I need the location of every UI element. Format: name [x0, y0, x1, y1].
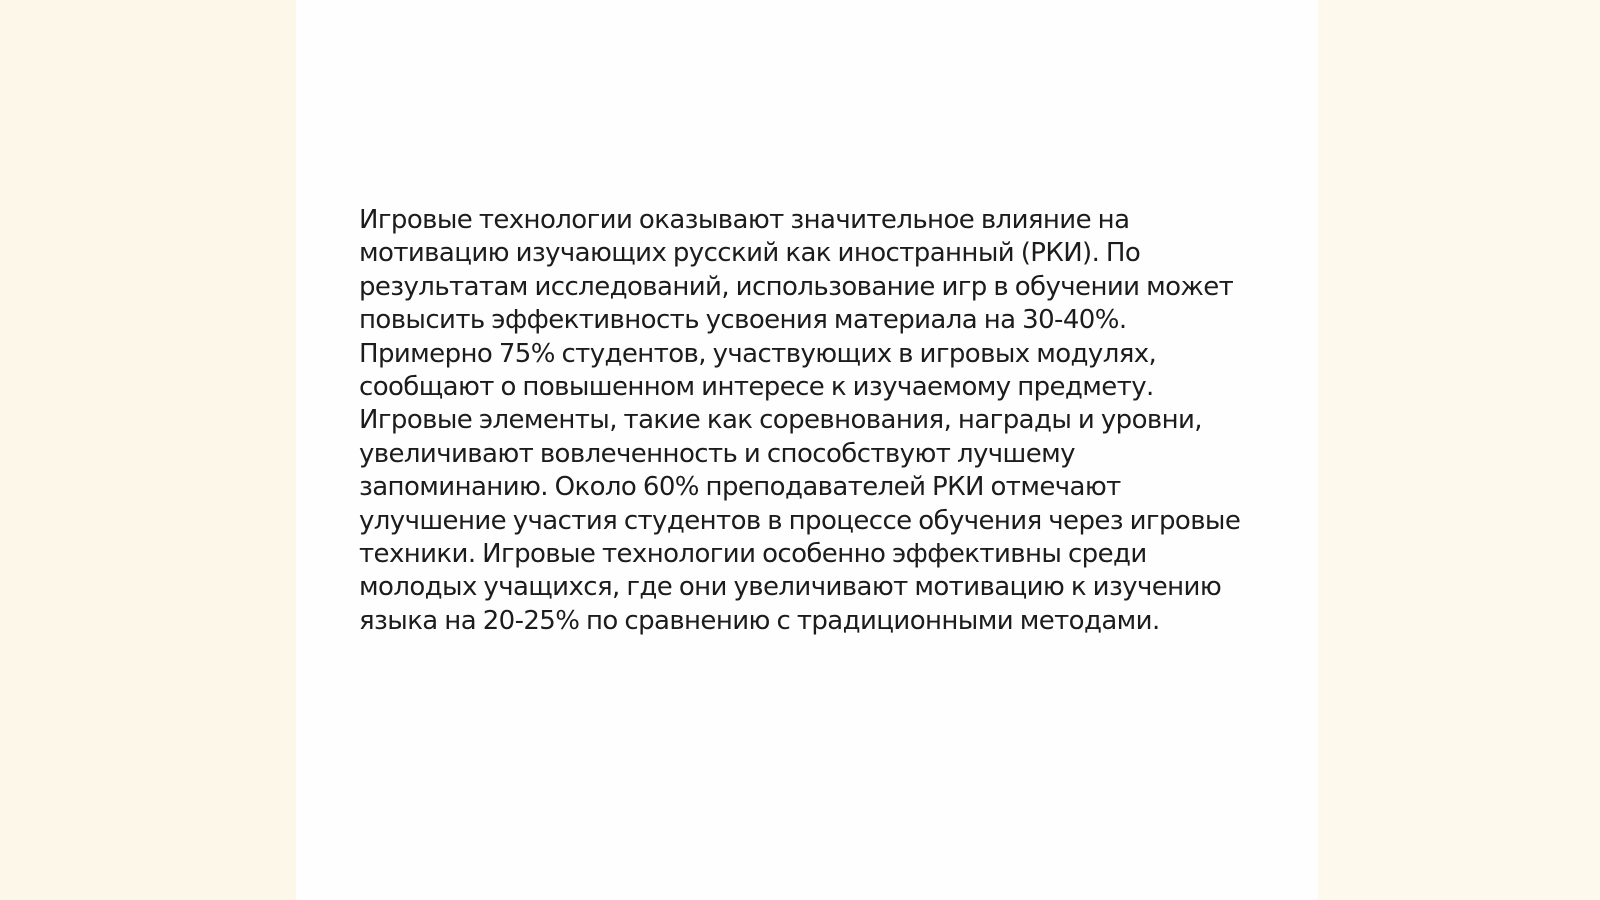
slide-body-text: Игровые технологии оказывают значительное влияние на мотивацию изучающих русский как иностранный (РКИ). По результатам исследований, использование игр в обучении может повысить эффективность усвоения материала на 30-40%. Примерно 75% студентов, участвующих в игровых модулях, сообщают о повышенном интересе к изучаемому предмету. Игровые элементы, такие как соревнования, награды и уровни, увеличивают вовлеченность и способствуют лучшему запоминанию. Около 60% преподавателей РКИ отмечают улучшение участия студентов в процессе обучения через игровые техники. Игровые технологии особенно эффективны среди молодых учащихся, где они увеличивают мотивацию к изучению языка на 20-25% по сравнению с традиционными методами. [359, 205, 1241, 636]
slide [296, 0, 1318, 900]
left-margin-background [0, 0, 296, 900]
right-margin-background [1318, 0, 1600, 900]
